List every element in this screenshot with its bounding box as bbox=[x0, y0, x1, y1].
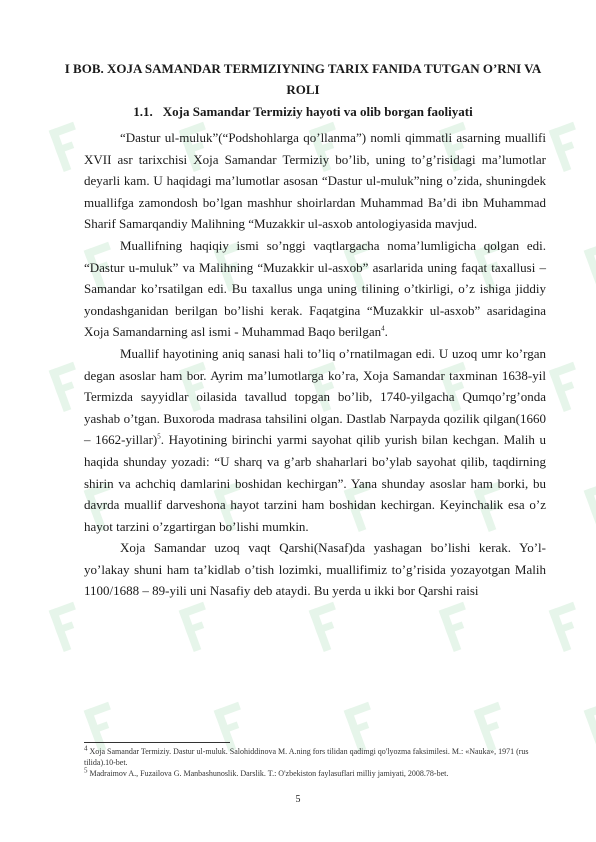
paragraph-text: Muallif hayotining aniq sanasi hali to’liq o’rnatilmagan edi. U uzoq umr ko’rgan degan asoslar ham bor. Ayrim ma’lumotlarga ko’ra, Xoja Samandar taxminan 1638-yil Termizda sayyidlar oilasida tavallud topgan bo’lib, 1740-yilgacha Qumqo’rg’onda yashab o’tgan. Buxoroda madrasa tahsilini olgan. Dastlab Narpayda qozilik qilgan(1660 – 1662-yillar) bbox=[84, 345, 546, 448]
watermark-mark bbox=[344, 702, 383, 752]
watermark-mark bbox=[549, 602, 588, 652]
footnote-ref-4[interactable]: 4 bbox=[381, 325, 385, 334]
page-number: 5 bbox=[295, 794, 301, 805]
footnote-mark: 5 bbox=[84, 766, 88, 775]
watermark-mark bbox=[439, 602, 478, 652]
chapter-title: I BOB. XOJA SAMANDAR TERMIZIYNING TARIX FANIDA TUTGAN O’RNI VA ROLI bbox=[64, 61, 542, 97]
watermark-mark bbox=[179, 602, 218, 652]
watermark-mark bbox=[584, 482, 596, 532]
paragraph-tail: . bbox=[384, 324, 388, 340]
watermark-mark bbox=[49, 602, 88, 652]
paragraph-text: Muallifning haqiqiy ismi so’nggi vaqtlargacha noma’lumligicha qolgan edi. “Dastur u-muluk” va Malihning “Muzakkir ul-asxob” asarlarida uning faqat taxallusi – Samandar ko’rsatilgan edi. Bu taxallus unga uning tilining o’tkirligi, o’z ishiga jiddiy yondashganidan berilgan bo’lishi kerak. Faqatgina “Muzakkir ul-asxob” asaridagina Xoja Samandarning asl ismi - Muhammad Baqo berilgan bbox=[84, 237, 546, 340]
watermark-mark bbox=[49, 122, 88, 172]
watermark-mark bbox=[584, 242, 596, 292]
footnote-divider bbox=[84, 742, 230, 743]
watermark-mark bbox=[474, 702, 513, 752]
footnote-mark: 4 bbox=[84, 744, 88, 753]
paragraph-3 bbox=[84, 343, 546, 537]
footnote-4 bbox=[84, 746, 546, 768]
footnotes bbox=[84, 746, 546, 779]
watermark-mark bbox=[309, 602, 348, 652]
paragraph-4 bbox=[84, 537, 546, 602]
section-title: Xoja Samandar Termiziy hayoti va olib borgan faoliyati bbox=[162, 104, 473, 119]
watermark-mark bbox=[584, 702, 596, 752]
footnote-text: Madraimov A., Fuzailova G. Manbashunoslik. Darslik. T.: O'zbekiston faylasuflari milliy jamiyati, 2008.78-bet. bbox=[87, 769, 449, 778]
watermark-mark bbox=[214, 702, 253, 752]
body-text bbox=[84, 127, 546, 602]
paragraph-text: “Dastur ul-muluk”(“Podshohlarga qo’llanma”) nomli qimmatli asarning muallifi XVII asr tarixchisi Xoja Samandar Termiziy bo’lib, uning to’g’risidagi ma’lumotlar deyarli kam. U haqidagi ma’lumotlar asosan “Dastur ul-muluk”ning o’zida, shuningdek muallifga zamondosh bo’lgan mashhur shoirlardan Muhammad Ba’di ibn Muhammad Sharif Samarqandiy Malihning “Muzakkir ul-asxob antologiyasida mavjud. bbox=[84, 130, 546, 232]
paragraph-text: Xoja Samandar uzoq vaqt Qarshi(Nasaf)da yashagan bo’lishi kerak. Yo’l-yo’lakay shuni ham ta’kidlab o’tish lozimki, muallifimiz to’g’risida yozayotgan Malih 1100/1688 – 89-yili uni Nasafiy deb ataydi. Bu yerda u ikki bor Qarshi raisi bbox=[84, 540, 546, 599]
footnote-text: Xoja Samandar Termiziy. Dastur ul-muluk. Salohiddinova M. A.ning fors tilidan qadimgi qo'lyozma faksimilesi. M.: «Nauka», 1971 (rus tilida).10-bet. bbox=[84, 747, 529, 767]
watermark-mark bbox=[549, 122, 588, 172]
watermark-mark bbox=[549, 362, 588, 412]
section-number: 1.1. bbox=[133, 104, 153, 119]
footnote-5 bbox=[84, 768, 546, 779]
paragraph-tail: . Hayotining birinchi yarmi sayohat qilib yurish bilan kechgan. Malih u haqida shunday yozadi: “U sharq va g’arb shaharlari bo’ylab sayohat qilib, taqdirning shirin va achchiq damlarini boshidan kechirgan”. Yana shunday asoslar ham borki, bu davrda muallif darveshona hayot tarzini ham boshidan kechirgan. Keyinchalik esa o’z hayot tarzini o’zgartirgan bo’lishi mumkin. bbox=[84, 432, 547, 534]
section-heading-row bbox=[60, 101, 546, 122]
watermark-mark bbox=[84, 702, 123, 752]
paragraph-1 bbox=[84, 127, 546, 235]
footnote-ref-5[interactable]: 5 bbox=[157, 432, 161, 441]
paragraph-2 bbox=[84, 235, 546, 343]
watermark-mark bbox=[49, 362, 88, 412]
